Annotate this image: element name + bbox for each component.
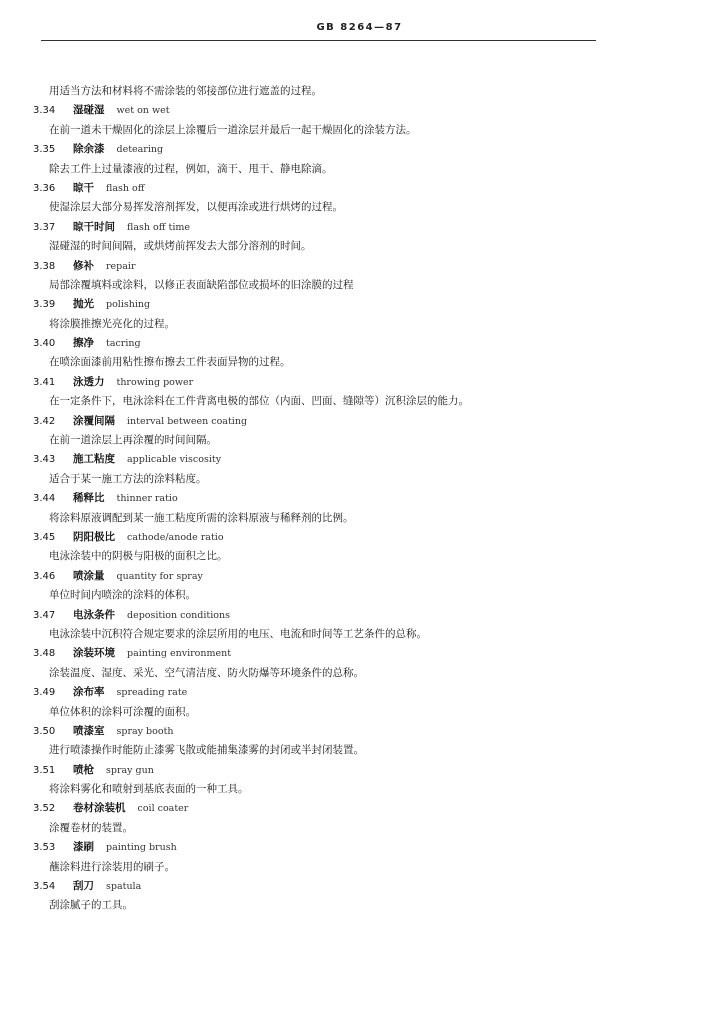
term-english: cathode/anode ratio — [127, 531, 224, 543]
term-line — [33, 683, 613, 702]
term-line — [33, 489, 613, 508]
term-number: 3.51 — [33, 764, 56, 776]
term-line — [33, 799, 613, 818]
term-definition: 湿碰湿的时间间隔，或烘烤前挥发去大部分溶剂的时间。 — [49, 240, 312, 253]
term-definition: 涂装温度、湿度、采光、空气清洁度、防火防爆等环境条件的总称。 — [49, 666, 364, 679]
term-definition: 将涂料雾化和喷射到基底表面的一种工具。 — [49, 783, 249, 796]
term-english: detearing — [116, 144, 164, 156]
term-english: spreading rate — [116, 687, 188, 699]
term-english: painting brush — [106, 842, 177, 854]
term-number: 3.36 — [33, 182, 56, 194]
term-number: 3.45 — [33, 531, 56, 543]
term-english: tacring — [106, 338, 141, 350]
term-english: painting environment — [127, 648, 232, 660]
term-chinese: 稀释比 — [73, 492, 105, 505]
term-line — [33, 257, 613, 276]
term-number: 3.54 — [33, 881, 56, 893]
term-line — [33, 373, 613, 392]
term-number: 3.47 — [33, 609, 56, 621]
term-chinese: 漆刷 — [73, 841, 94, 854]
term-line — [33, 528, 613, 547]
term-chinese: 泳透力 — [73, 375, 105, 388]
term-number: 3.52 — [33, 803, 56, 815]
term-definition: 在前一道未干燥固化的涂层上涂覆后一道涂层并最后一起干燥固化的涂装方法。 — [49, 123, 417, 136]
term-line — [33, 450, 613, 469]
term-chinese: 卷材涂装机 — [73, 802, 126, 815]
intro-definition: 用适当方法和材料将不需涂装的邻接部位进行遮盖的过程。 — [49, 85, 322, 97]
term-line — [33, 295, 613, 314]
term-chinese: 修补 — [73, 259, 94, 272]
term-chinese: 阴阳极比 — [73, 530, 115, 543]
term-english: spray booth — [116, 725, 174, 737]
term-english: deposition conditions — [127, 609, 230, 621]
term-number: 3.42 — [33, 415, 56, 427]
term-english: flash off — [106, 182, 145, 194]
entries — [33, 101, 613, 915]
term-definition: 单位时间内喷涂的涂料的体积。 — [49, 589, 196, 602]
term-line — [33, 412, 613, 431]
term-chinese: 晾干 — [73, 181, 94, 194]
term-number: 3.48 — [33, 648, 56, 660]
term-chinese: 喷枪 — [73, 763, 94, 776]
term-english: spray gun — [106, 764, 154, 776]
term-number: 3.34 — [33, 105, 56, 117]
term-definition: 电泳涂装中的阴极与阳极的面积之比。 — [49, 550, 228, 563]
term-line — [33, 606, 613, 625]
term-line — [33, 722, 613, 741]
term-number: 3.37 — [33, 221, 56, 233]
term-definition: 将涂料原液调配到某一施工粘度所需的涂料原液与稀释剂的比例。 — [49, 511, 354, 524]
term-english: thinner ratio — [116, 493, 178, 505]
term-english: applicable viscosity — [127, 454, 222, 466]
term-definition: 涂覆卷材的装置。 — [49, 821, 133, 834]
term-chinese: 电泳条件 — [73, 608, 115, 621]
term-number: 3.38 — [33, 260, 56, 272]
term-definition: 将涂膜推擦光亮化的过程。 — [49, 317, 175, 330]
term-chinese: 刮刀 — [73, 880, 94, 893]
term-number: 3.44 — [33, 493, 56, 505]
term-definition: 刮涂腻子的工具。 — [49, 899, 133, 912]
term-number: 3.39 — [33, 299, 56, 311]
term-english: interval between coating — [127, 415, 248, 427]
term-definition: 单位体积的涂料可涂覆的面积。 — [49, 705, 196, 718]
term-definition: 电泳涂装中沉积符合规定要求的涂层所用的电压、电流和时间等工艺条件的总称。 — [49, 627, 427, 640]
term-english: wet on wet — [116, 105, 170, 117]
term-line — [33, 140, 613, 159]
term-line — [33, 334, 613, 353]
term-number: 3.41 — [33, 376, 56, 388]
term-number: 3.50 — [33, 725, 56, 737]
term-chinese: 除余漆 — [73, 143, 105, 156]
term-definition: 在一定条件下，电泳涂料在工件背离电极的部位（内面、凹面、缝隙等）沉积涂层的能力。 — [49, 395, 469, 408]
term-definition: 在前一道涂层上再涂覆的时间间隔。 — [49, 434, 217, 447]
term-number: 3.46 — [33, 570, 56, 582]
term-line — [33, 877, 613, 896]
term-line — [33, 101, 613, 120]
standard-code: GB 8264—87 — [316, 22, 403, 33]
term-chinese: 擦净 — [73, 337, 94, 350]
term-chinese: 喷涂量 — [73, 569, 105, 582]
term-line — [33, 761, 613, 780]
term-line — [33, 567, 613, 586]
term-line — [33, 179, 613, 198]
term-chinese: 抛光 — [73, 298, 94, 311]
term-definition: 除去工件上过量漆液的过程，例如，滴干、甩干、静电除滴。 — [49, 162, 333, 175]
term-chinese: 涂布率 — [73, 686, 105, 699]
term-english: quantity for spray — [116, 570, 203, 582]
term-line — [33, 218, 613, 237]
term-english: flash off time — [127, 221, 190, 233]
term-definition: 在喷涂面漆前用粘性擦布擦去工件表面异物的过程。 — [49, 356, 291, 369]
term-number: 3.43 — [33, 454, 56, 466]
term-definition: 进行喷漆操作时能防止漆雾飞散或能捕集漆雾的封闭或半封闭装置。 — [49, 744, 364, 757]
term-english: polishing — [106, 299, 151, 311]
term-definition: 使湿涂层大部分易挥发溶剂挥发，以便再涂或进行烘烤的过程。 — [49, 201, 343, 214]
term-number: 3.49 — [33, 687, 56, 699]
term-chinese: 湿碰湿 — [73, 104, 105, 117]
term-line — [33, 644, 613, 663]
term-number: 3.53 — [33, 842, 56, 854]
term-english: coil coater — [137, 803, 189, 815]
term-chinese: 施工粘度 — [73, 453, 115, 466]
term-chinese: 涂覆间隔 — [73, 414, 115, 427]
term-number: 3.40 — [33, 338, 56, 350]
term-number: 3.35 — [33, 144, 56, 156]
term-line — [33, 838, 613, 857]
term-chinese: 喷漆室 — [73, 724, 105, 737]
term-chinese: 晾干时间 — [73, 220, 115, 233]
term-definition: 适合于某一施工方法的涂料粘度。 — [49, 472, 207, 485]
term-definition: 蘸涂料进行涂装用的刷子。 — [49, 860, 175, 873]
term-chinese: 涂装环境 — [73, 647, 115, 660]
term-definition: 局部涂覆填料或涂料，以修正表面缺陷部位或损坏的旧涂膜的过程 — [49, 278, 354, 291]
term-list — [33, 82, 613, 916]
header-rule — [41, 40, 596, 41]
term-english: throwing power — [116, 376, 194, 388]
term-english: repair — [106, 260, 136, 272]
term-english: spatula — [106, 881, 142, 893]
